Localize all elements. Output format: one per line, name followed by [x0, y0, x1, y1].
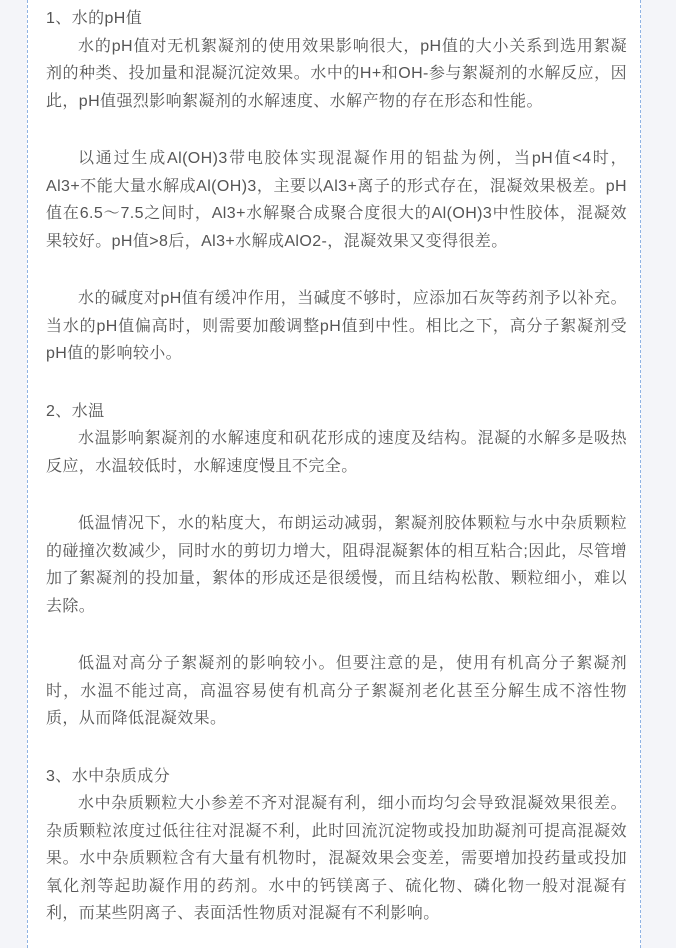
paragraph: 水温影响絮凝剂的水解速度和矾花形成的速度及结构。混凝的水解多是吸热反应，水温较低时，水解速度慢且不完全。	[46, 430, 627, 475]
paragraph: 以通过生成Al(OH)3带电胶体实现混凝作用的铝盐为例，当pH值<4时，Al3+不能大量水解成Al(OH)3，主要以Al3+离子的形式存在，混凝效果极差。pH值在6.5～7.5之间时，Al3+水解聚合成聚合度很大的Al(OH)3中性胶体，混凝效果较好。pH值>8后，Al3+水解成AlO2-，混凝效果又变得很差。	[46, 150, 627, 250]
paragraph: 水中杂质颗粒大小参差不齐对混凝有利，细小而均匀会导致混凝效果很差。杂质颗粒浓度过低往往对混凝不利，此时回流沉淀物或投加助凝剂可提高混凝效果。水中杂质颗粒含有大量有机物时，混凝效果会变差，需要增加投药量或投加氧化剂等起助凝作用的药剂。水中的钙镁离子、硫化物、磷化物一般对混凝有利，而某些阴离子、表面活性物质对混凝有不利影响。	[46, 795, 627, 922]
paragraph: 水的pH值对无机絮凝剂的使用效果影响很大，pH值的大小关系到选用絮凝剂的种类、投加量和混凝沉淀效果。水中的H+和OH-参与絮凝剂的水解反应，因此，pH值强烈影响絮凝剂的水解速度、水解产物的存在形态和性能。	[46, 37, 627, 110]
paragraph: 低温对高分子絮凝剂的影响较小。但要注意的是，使用有机高分子絮凝剂时，水温不能过高，高温容易使有机高分子絮凝剂老化甚至分解生成不溶性物质，从而降低混凝效果。	[46, 655, 627, 727]
paragraph: 水的碱度对pH值有缓冲作用，当碱度不够时，应添加石灰等药剂予以补充。当水的pH值偏高时，则需要加酸调整pH值到中性。相比之下，高分子絮凝剂受pH值的影响较小。	[46, 290, 627, 362]
section-heading: 2、水温	[46, 402, 105, 420]
section-heading: 1、水的pH值	[46, 10, 143, 27]
article-section	[46, 398, 627, 733]
section-heading: 3、水中杂质成分	[46, 767, 171, 785]
article-body	[46, 5, 627, 928]
article-section	[46, 763, 627, 928]
article-panel	[27, 0, 641, 948]
article-section	[46, 5, 627, 368]
paragraph: 低温情况下，水的粘度大，布朗运动减弱，絮凝剂胶体颗粒与水中杂质颗粒的碰撞次数减少，同时水的剪切力增大，阻碍混凝絮体的相互粘合;因此，尽管增加了絮凝剂的投加量，絮体的形成还是很缓慢，而且结构松散、颗粒细小，难以去除。	[46, 515, 627, 615]
